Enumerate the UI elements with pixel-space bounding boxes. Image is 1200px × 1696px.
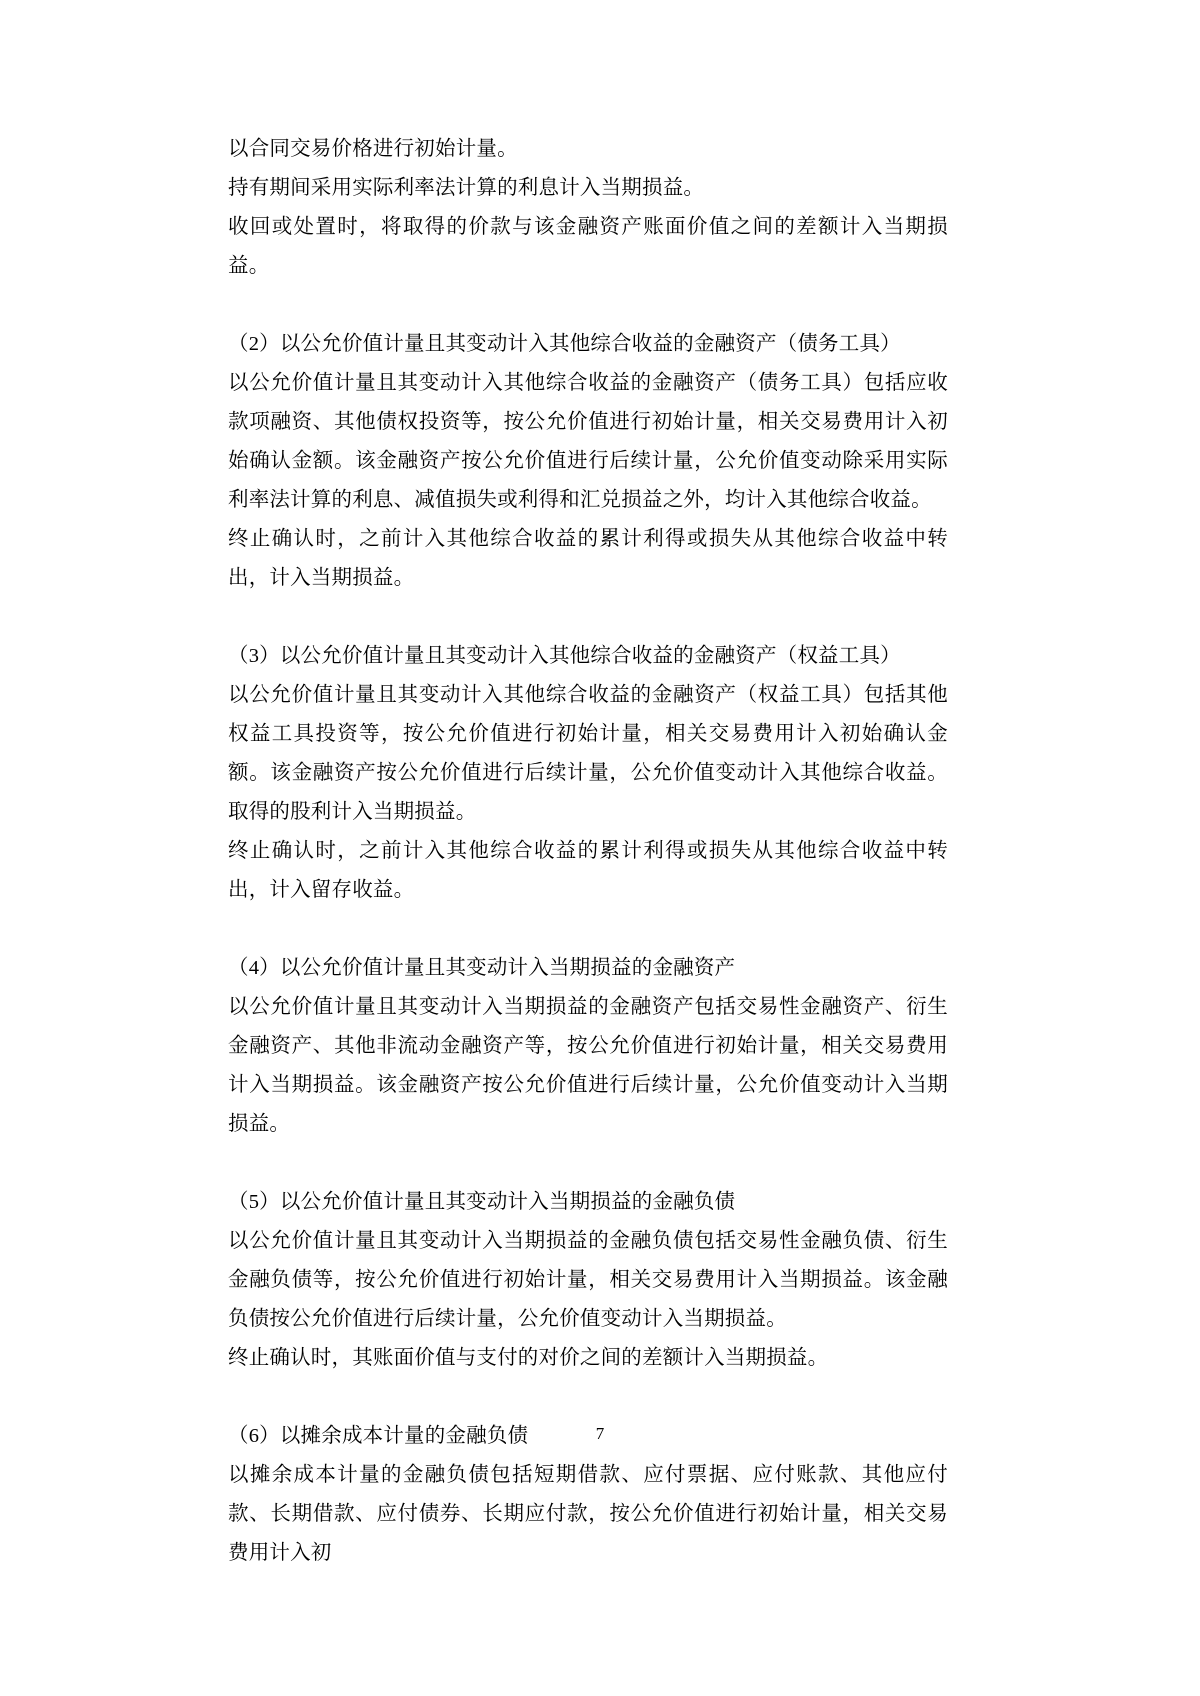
paragraph-spacer <box>228 910 948 949</box>
section-heading: （2）以公允价值计量且其变动计入其他综合收益的金融资产（债务工具） <box>228 333 901 355</box>
paragraph: 以公允价值计量且其变动计入当期损益的金融资产包括交易性金融资产、衍生金融资产、其他非流动金融资产等，按公允价值进行初始计量，相关交易费用计入当期损益。该金融资产按公允价值进行后续计量，公允价值变动计入当期损益。 <box>228 996 948 1135</box>
paragraph: 以公允价值计量且其变动计入其他综合收益的金融资产（债务工具）包括应收款项融资、其他债权投资等，按公允价值进行初始计量，相关交易费用计入初始确认金额。该金融资产按公允价值进行后续计量，公允价值变动除采用实际利率法计算的利息、减值损失或利得和汇兑损益之外，均计入其他综合收益。 <box>228 372 948 511</box>
section-heading: （5）以公允价值计量且其变动计入当期损益的金融负债 <box>228 1191 736 1213</box>
paragraph: 以公允价值计量且其变动计入其他综合收益的金融资产（权益工具）包括其他权益工具投资等，按公允价值进行初始计量，相关交易费用计入初始确认金额。该金融资产按公允价值进行后续计量，公允价值变动计入其他综合收益。取得的股利计入当期损益。 <box>228 684 948 823</box>
paragraph-spacer <box>228 598 948 637</box>
section-heading: （6）以摊余成本计量的金融负债 <box>228 1425 529 1447</box>
paragraph: 终止确认时，之前计入其他综合收益的累计利得或损失从其他综合收益中转出，计入留存收益。 <box>228 840 948 901</box>
paragraph: 以公允价值计量且其变动计入当期损益的金融负债包括交易性金融负债、衍生金融负债等，按公允价值进行初始计量，相关交易费用计入当期损益。该金融负债按公允价值进行后续计量，公允价值变动计入当期损益。 <box>228 1230 948 1330</box>
paragraph-spacer <box>228 1378 948 1417</box>
paragraph: 收回或处置时，将取得的价款与该金融资产账面价值之间的差额计入当期损益。 <box>228 216 948 277</box>
paragraph: 终止确认时，其账面价值与支付的对价之间的差额计入当期损益。 <box>228 1347 829 1369</box>
paragraph: 持有期间采用实际利率法计算的利息计入当期损益。 <box>228 177 705 199</box>
paragraph-spacer <box>228 286 948 325</box>
paragraph-spacer <box>228 1144 948 1183</box>
document-body <box>228 130 948 1573</box>
paragraph: 以摊余成本计量的金融负债包括短期借款、应付票据、应付账款、其他应付款、长期借款、应付债券、长期应付款，按公允价值进行初始计量，相关交易费用计入初 <box>228 1464 948 1564</box>
page-number: 7 <box>595 1424 605 1443</box>
paragraph: 终止确认时，之前计入其他综合收益的累计利得或损失从其他综合收益中转出，计入当期损益。 <box>228 528 948 589</box>
section-heading: （4）以公允价值计量且其变动计入当期损益的金融资产 <box>228 957 736 979</box>
paragraph: 以合同交易价格进行初始计量。 <box>228 138 518 160</box>
section-heading: （3）以公允价值计量且其变动计入其他综合收益的金融资产（权益工具） <box>228 645 901 667</box>
